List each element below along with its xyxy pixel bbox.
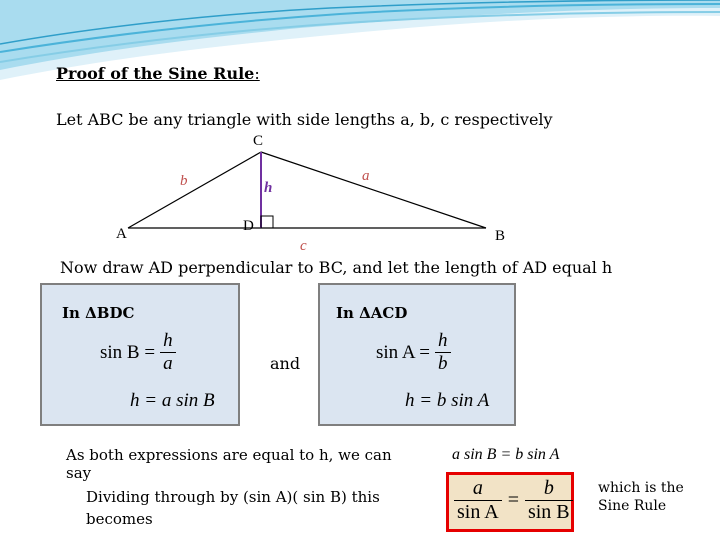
- right-eq-sina: sin A = $\frac{h}{b}$: [376, 330, 451, 375]
- right-eq-h: h = b sin A: [405, 390, 490, 411]
- which-is-text: which is the Sine Rule: [598, 480, 684, 514]
- vertex-a-label: A: [116, 226, 127, 242]
- page-title: Proof of the Sine Rule:: [56, 64, 260, 83]
- connector-and: and: [270, 354, 301, 373]
- left-box-label: In ΔBDC: [62, 304, 135, 322]
- both-equal-text: As both expressions are equal to h, we can say: [66, 446, 392, 482]
- side-b-line: [128, 152, 261, 228]
- vertex-c-label: C: [253, 133, 264, 149]
- side-a-label: a: [362, 168, 370, 184]
- triangle-diagram: [0, 0, 720, 260]
- foot-d-label: D: [243, 218, 254, 234]
- left-eq-h: h = a sin B: [130, 390, 215, 411]
- intro-text: Let ABC be any triangle with side lengths a, b, c respectively: [56, 110, 553, 129]
- construction-text: Now draw AD perpendicular to BC, and let the length of AD equal h: [60, 258, 613, 277]
- side-c-label: c: [300, 238, 307, 254]
- height-label: h: [264, 180, 273, 196]
- side-a-line: [261, 152, 486, 228]
- dividing-text: Dividing through by (sin A)( sin B) this becomes: [86, 488, 380, 528]
- result-equation: a sin B = b sin A: [452, 446, 560, 463]
- right-box-label: In ΔACD: [336, 304, 408, 322]
- right-angle-marker: [261, 216, 273, 228]
- vertex-b-label: B: [495, 228, 506, 244]
- left-eq-sinb: sin B = $\frac{h}{a}$: [100, 330, 176, 375]
- sine-rule-formula: $\frac{a}{\text{sin A}}$ = $\frac{b}{\text{sin B}}$: [454, 477, 573, 524]
- side-b-label: b: [180, 173, 188, 189]
